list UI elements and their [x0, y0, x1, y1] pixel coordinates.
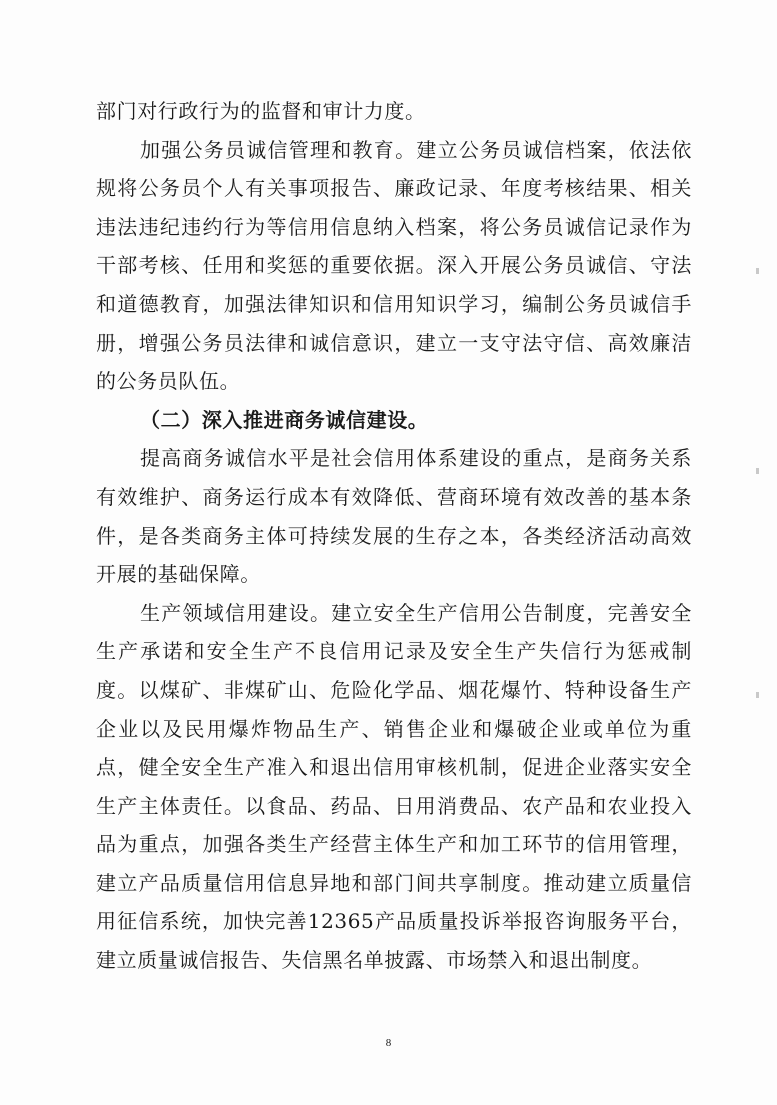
document-body	[96, 92, 692, 980]
scan-speck	[756, 268, 759, 274]
scan-speck	[756, 468, 759, 474]
paragraph-production-credit: 生产领域信用建设。建立安全生产信用公告制度，完善安全生产承诺和安全生产不良信用记录及安全生产失信行为惩戒制度。以煤矿、非煤矿山、危险化学品、烟花爆竹、特种设备生产企业以及民用爆炸物品生产、销售企业和爆破企业或单位为重点，健全安全生产准入和退出信用审核机制，促进企业落实安全生产主体责任。以食品、药品、日用消费品、农产品和农业投入品为重点，加强各类生产经营主体生产和加工环节的信用管理，建立产品质量信用信息异地和部门间共享制度。推动建立质量信用征信系统，加快完善12365产品质量投诉举报咨询服务平台，建立质量诚信报告、失信黑名单披露、市场禁入和退出制度。	[96, 600, 692, 973]
paragraph-civil-servant-integrity: 加强公务员诚信管理和教育。建立公务员诚信档案，依法依规将公务员个人有关事项报告、廉政记录、年度考核结果、相关违法违纪违约行为等信用信息纳入档案，将公务员诚信记录作为干部考核、任用和奖惩的重要依据。深入开展公务员诚信、守法和道德教育，加强法律知识和信用知识学习，编制公务员诚信手册，增强公务员法律和诚信意识，建立一支守法守信、高效廉洁的公务员队伍。	[96, 137, 692, 394]
scan-speck	[756, 692, 759, 698]
section-heading: （二）深入推进商务诚信建设。	[140, 407, 429, 432]
paragraph-business-integrity: 提高商务诚信水平是社会信用体系建设的重点，是商务关系有效维护、商务运行成本有效降低、营商环境有效改善的基本条件，是各类商务主体可持续发展的生存之本，各类经济活动高效开展的基础保障。	[96, 446, 692, 587]
paragraph-continuation: 部门对行政行为的监督和审计力度。	[96, 99, 426, 123]
page-number: 8	[385, 1037, 392, 1049]
